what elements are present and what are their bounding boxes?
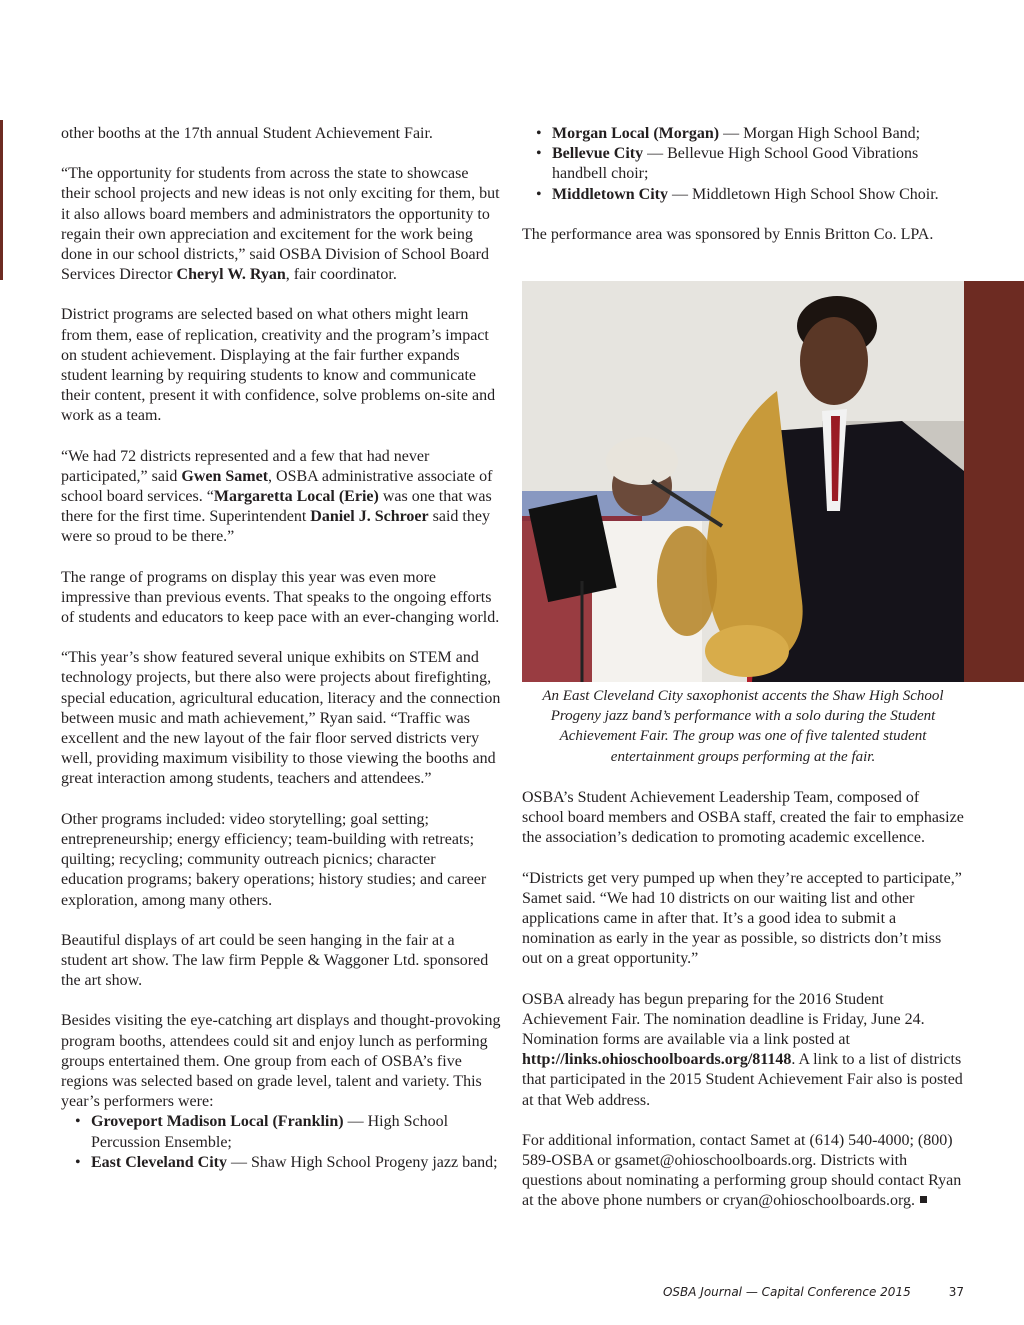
page-number: 37 [948,1285,964,1299]
paragraph [522,1131,964,1212]
paragraph-text: OSBA already has begun preparing for the 2016 Student Achievement Fair. The nomination deadline is Friday, June 24. Nomination forms are available via a link posted at [522,990,925,1049]
paragraph-text: “This year’s show featured several unique exhibits on STEM and technology projects, but there also were projects about firefighting, special education, agricultural education, literacy and the connection between music and math achievement,” Ryan said. “Traffic was excellent and the new layout of the fair floor served districts very well, providing maximum visibility to those viewing the booths and great interaction among students, teachers and attendees.” [61,649,501,788]
paragraph [61,810,501,911]
group-name: — High School Percussion Ensemble; [91,1113,449,1151]
group-name: — Shaw High School Progeny jazz band; [227,1153,498,1171]
right-column-top [522,124,964,265]
paragraph-text: OSBA’s Student Achievement Leadership Team, composed of school board members and OSBA staff, created the fair to emphasize the association’s dedication to promoting academic excellence. [522,789,964,847]
paragraph [61,568,501,629]
photo-illustration [522,281,964,682]
paragraph-text: , fair coordinator. [285,266,397,284]
paragraph-text: Besides visiting the eye-catching art displays and thought-provoking program booths, attendees could sit and enjoy lunch as performing groups entertained them. One group from each of OSBA’s five regions was selected based on grade level, talent and variety. This year’s performers were: [61,1012,501,1111]
paragraph [61,124,501,144]
paragraph [61,447,501,548]
paragraph-text: Beautiful displays of art could be seen hanging in the fair at a student art show. The law firm Pepple & Waggoner Ltd. sponsored the art show. [61,931,489,990]
group-name: — Middletown High School Show Choir. [668,185,939,203]
district-name: Morgan Local (Morgan) [552,125,720,142]
paragraph-text: Other programs included: video storytelling; goal setting; entrepreneurship; energy efficiency; team-building with retreats; quilting; recycling; community outreach picnics; character education programs; bakery operations; history studies; and career exploration, among many others. [61,810,487,909]
person-name: Gwen Samet [181,467,269,485]
sponsor-text: The performance area was sponsored by Ennis Britton Co. LPA. [522,225,934,243]
right-accent-tab [964,281,1024,682]
person-name: Cheryl W. Ryan [176,266,286,284]
paragraph [61,305,501,426]
photo-caption: An East Cleveland City saxophonist accents the Shaw High School Progeny jazz band’s performance with a solo during the Student Achievement Fair. The group was one of five talented student entertainment groups performing at the fair. [542,688,944,765]
saxophonist-photo [522,281,964,682]
group-name: — Bellevue High School Good Vibrations handbell choir; [552,145,919,183]
left-accent-rule [0,120,3,280]
paragraph-text: , OSBA administrative associate of school board services. “ [61,467,493,506]
performers-list [522,124,964,205]
paragraph [61,164,501,285]
performers-list [61,1112,501,1173]
nomination-link[interactable]: http://links.ohioschoolboards.org/81148 [522,1051,792,1069]
list-item [522,124,964,144]
right-column-bottom [522,788,964,1232]
paragraph [61,648,501,789]
person-name: Daniel J. Schroer [310,508,429,526]
list-item [61,1153,501,1173]
paragraph [522,990,964,1111]
group-name: — Morgan High School Band; [719,125,921,142]
district-name: Margaretta Local (Erie) [213,488,379,506]
paragraph [61,931,501,992]
left-column [61,124,501,1193]
paragraph [61,1011,501,1112]
paragraph-text: “Districts get very pumped up when they’re accepted to participate,” Samet said. “We had 10 districts on our waiting list and other applications came in after that. It’s a good idea to submit a nomination as early in the year as possible, so districts don’t miss out on a great opportunity.” [522,869,962,968]
page-footer [600,1285,964,1299]
paragraph [522,225,964,245]
publication-name: OSBA Journal — Capital Conference 2015 [662,1285,911,1299]
paragraph-text: other booths at the 17th annual Student Achievement Fair. [61,125,433,142]
end-of-article-square-icon [920,1196,927,1203]
paragraph [522,788,964,849]
list-item [522,185,964,205]
paragraph-text: For additional information, contact Samet at (614) 540-4000; (800) 589-OSBA or gsamet@ohioschoolboards.org. Districts with questions about nominating a performing group should contact Ryan at the above phone numbers or cryan@ohioschoolboards.org. [522,1131,962,1210]
photo-knit-hat [606,437,678,485]
photo-sax-player-face [800,317,868,405]
photo-sax-bell [705,625,789,677]
photo-second-sax [657,526,717,636]
paragraph [522,869,964,970]
district-name: East Cleveland City [91,1153,227,1171]
paragraph-text: “The opportunity for students from across the state to showcase their school projects and new ideas is not only exciting for them, but it also allows board members and administrators the opportunity to regain their own appreciation and excitement for the work being done in our school districts,” said OSBA Division of School Board Services Director [61,165,500,284]
list-item [61,1112,501,1152]
list-item [522,144,964,184]
paragraph-text: . A link to a list of districts that participated in the 2015 Student Achievement Fair also is posted at that Web address. [522,1051,963,1109]
paragraph-text: District programs are selected based on what others might learn from them, ease of replication, creativity and the program’s impact on student achievement. Displaying at the fair further expands student learning by requiring students to know and communicate their content, present it with confidence, solve problems on-site and work as a team. [61,306,496,425]
paragraph-text: was one that was there for the first time. Superintendent [61,488,492,526]
paragraph-text: “We had 72 districts represented and a few that had never participated,” said [61,447,430,485]
paragraph-text: The range of programs on display this year was even more impressive than previous events. That speaks to the ongoing efforts of students and educators to keep pace with an ever-changing world. [61,568,500,627]
district-name: Middletown City [552,185,668,203]
paragraph-text: said they were so proud to be there.” [61,508,490,546]
district-name: Groveport Madison Local (Franklin) [91,1113,344,1131]
district-name: Bellevue City [552,145,644,163]
